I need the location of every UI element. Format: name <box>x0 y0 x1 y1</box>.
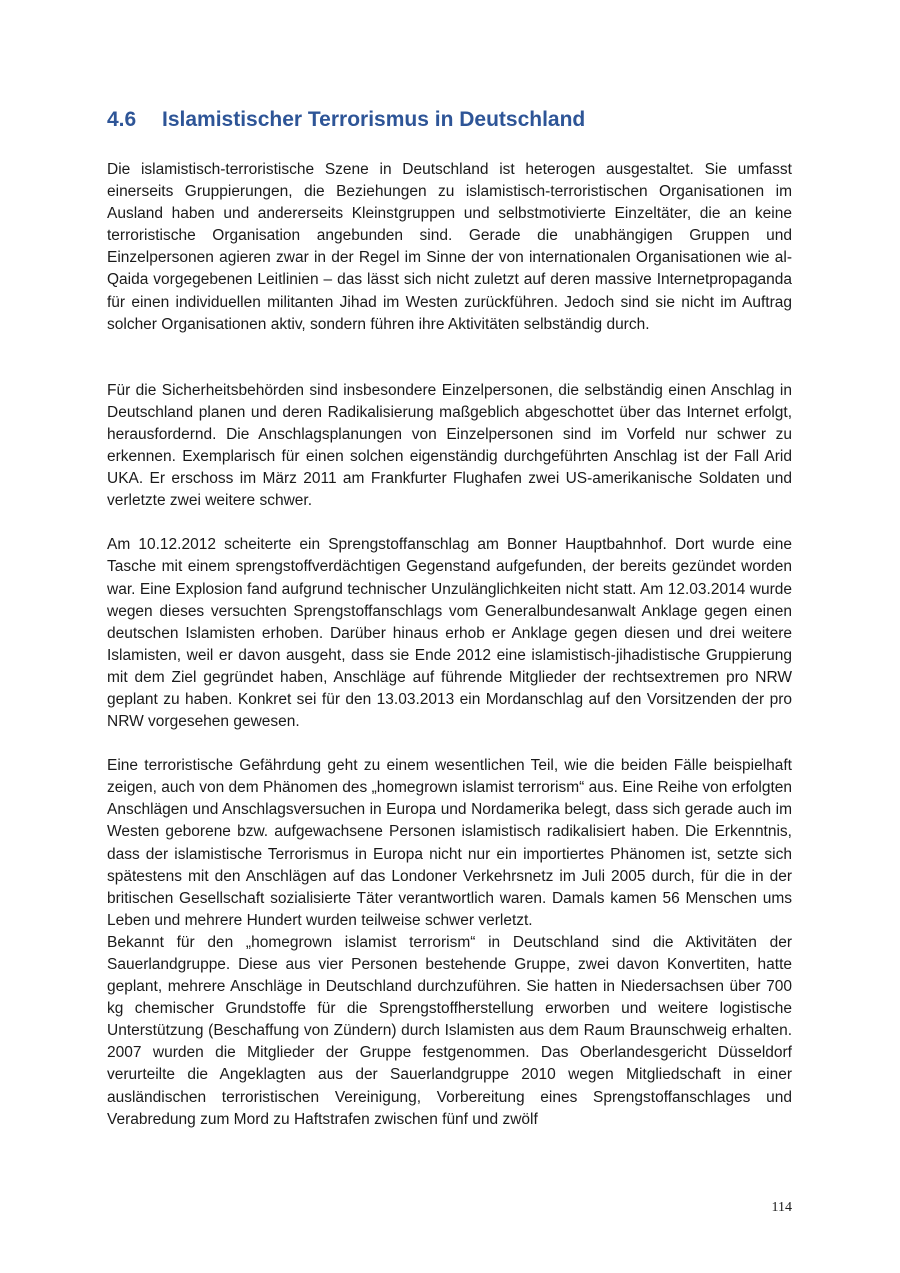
paragraph-3: Am 10.12.2012 scheiterte ein Sprengstoffanschlag am Bonner Hauptbahnhof. Dort wurde eine Tasche mit einem sprengstoffverdächtigen Gegenstand aufgefunden, der bereits gezündet worden war. Eine Explosion fand aufgrund technischer Unzulänglichkeiten nicht statt. Am 12.03.2014 wurde wegen dieses versuchten Sprengstoffanschlags vom Generalbundesanwalt Anklage gegen einen deutschen Islamisten erhoben. Darüber hinaus erhob er Anklage gegen diesen und drei weitere Islamisten, weil er davon ausgeht, dass sie Ende 2012 eine islamistisch-jihadistische Gruppierung mit dem Ziel gegründet haben, Anschläge auf führende Mitglieder der rechtsextremen pro NRW geplant zu haben. Konkret sei für den 13.03.2013 ein Mordanschlag auf den Vorsitzenden der pro NRW vorgesehen gewesen. <box>107 536 792 731</box>
paragraph-2: Für die Sicherheitsbehörden sind insbesondere Einzelpersonen, die selbständig einen Anschlag in Deutschland planen und deren Radikalisierung maßgeblich abgeschottet über das Internet erfolgt, herausfordernd. Die Anschlagsplanungen von Einzelpersonen sind im Vorfeld nur schwer zu erkennen. Exemplarisch für einen solchen eigenständig durchgeführten Anschlag ist der Fall Arid UKA. Er erschoss im März 2011 am Frankfurter Flughafen zwei US-amerikanische Soldaten und verletzte zwei weitere schwer. <box>107 381 792 510</box>
paragraph-1: Die islamistisch-terroristische Szene in Deutschland ist heterogen ausgestaltet. Sie umfasst einerseits Gruppierungen, die Beziehungen zu islamistisch-terroristischen Organisationen im Ausland haben und andererseits Kleinstgruppen und selbstmotivierte Einzeltäter, die an keine terroristische Organisation angebunden sind. Gerade die unabhängigen Gruppen und Einzelpersonen agieren zwar in der Regel im Sinne der von internationalen Organisationen wie al-Qaida vorgegebenen Leitlinien – das lässt sich nicht zuletzt auf deren massive Internetpropaganda für einen individuellen militanten Jihad im Westen zurückführen. Jedoch sind sie nicht im Auftrag solcher Organisationen aktiv, sondern führen ihre Aktivitäten selbständig durch. <box>107 161 792 333</box>
section-heading <box>107 108 807 132</box>
paragraph-5: Bekannt für den „homegrown islamist terrorism“ in Deutschland sind die Aktivitäten der Sauerlandgruppe. Diese aus vier Personen bestehende Gruppe, zwei davon Konvertiten, hatte geplant, mehrere Anschläge in Deutschland durchzuführen. Sie hatten in Niedersachsen über 700 kg chemischer Grundstoffe für die Sprengstoffherstellung erworben und weitere logistische Unterstützung (Beschaffung von Zündern) durch Islamisten aus dem Raum Braunschweig erhalten. 2007 wurden die Mitglieder der Gruppe festgenommen. Das Oberlandesgericht Düsseldorf verurteilte die Angeklagten aus der Sauerlandgruppe 2010 wegen Mitgliedschaft in einer ausländischen terroristischen Vereinigung, Vorbereitung eines Sprengstoffanschlages und Verabredung zum Mord zu Haftstrafen zwischen fünf und zwölf <box>107 933 792 1128</box>
section-number: 4.6 <box>107 108 137 131</box>
page-number: 114 <box>771 1200 792 1215</box>
section-title: Islamistischer Terrorismus in Deutschland <box>162 108 586 131</box>
body-text <box>107 159 792 1131</box>
paragraph-4: Eine terroristische Gefährdung geht zu einem wesentlichen Teil, wie die beiden Fälle beispielhaft zeigen, auch von dem Phänomen des „homegrown islamist terrorism“ aus. Eine Reihe von erfolgten Anschlägen und Anschlagsversuchen in Europa und Nordamerika belegt, dass sich gerade auch im Westen geborene bzw. aufgewachsene Personen islamistisch radikalisiert haben. Die Erkenntnis, dass der islamistische Terrorismus in Europa nicht nur ein importiertes Phänomen ist, setzte sich spätestens mit den Anschlägen auf das Londoner Verkehrsnetz im Juli 2005 durch, für die in der britischen Gesellschaft sozialisierte Täter verantwortlich waren. Damals kamen 56 Menschen ums Leben und mehrere Hundert wurden teilweise schwer verletzt. <box>107 757 792 929</box>
